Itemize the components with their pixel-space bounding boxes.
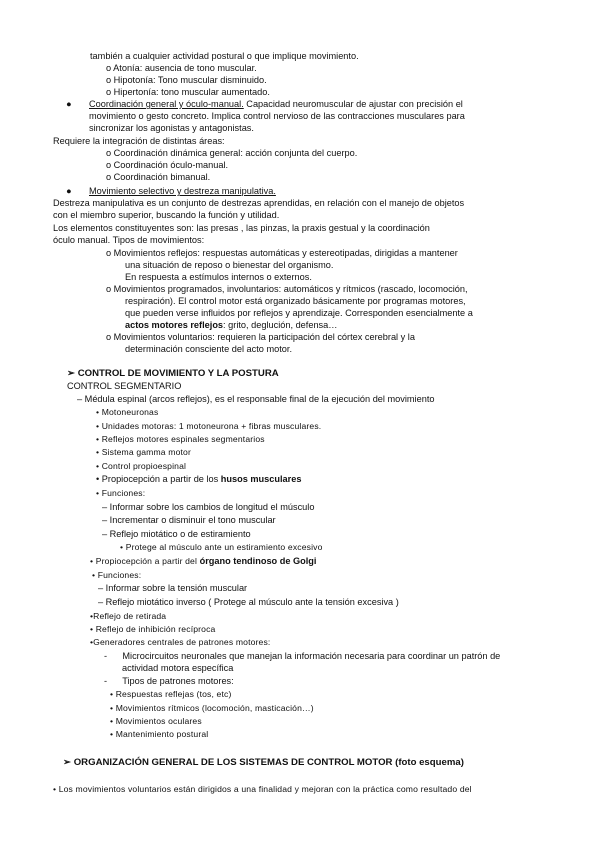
list-item: o Atonía: ausencia de tono muscular. bbox=[106, 63, 257, 73]
golgi-prefix: • Propiocepción a partir del bbox=[90, 556, 200, 566]
text-line: En respuesta a estímulos internos o externos. bbox=[125, 272, 312, 282]
text-line: – Médula espinal (arcos reflejos), es el responsable final de la ejecución del movimiento bbox=[77, 394, 435, 404]
actos-reflejos: actos motores reflejos bbox=[125, 320, 224, 330]
list-item: – Incrementar o disminuir el tono muscular bbox=[102, 515, 276, 525]
list-item bbox=[104, 676, 234, 688]
list-item: • Reflejos motores espinales segmentarios bbox=[96, 434, 265, 444]
section-heading-control bbox=[67, 368, 279, 380]
bullet-icon: ● bbox=[66, 99, 72, 109]
list-item: o Hipotonía: Tono muscular disminuido. bbox=[106, 75, 267, 85]
subheading: CONTROL SEGMENTARIO bbox=[67, 381, 182, 391]
text-line: determinación consciente del acto motor. bbox=[125, 344, 292, 354]
list-item: • Respuestas reflejas (tos, etc) bbox=[110, 689, 232, 699]
list-item: •Reflejo de retirada bbox=[90, 611, 167, 621]
list-item: o Coordinación óculo-manual. bbox=[106, 160, 229, 170]
list-item: – Informar sobre la tensión muscular bbox=[98, 583, 248, 593]
list-item bbox=[104, 651, 500, 663]
text-line: que pueden verse influidos por reflejos y aprendizaje. Corresponden esencialmente a bbox=[125, 308, 473, 318]
list-item: – Reflejo miotático inverso ( Protege al músculo ante la tensión excesiva ) bbox=[98, 597, 399, 607]
arrow-icon: ➢ bbox=[67, 368, 76, 379]
list-item bbox=[90, 556, 316, 568]
list-item: o Movimientos reflejos: respuestas automáticas y estereotipadas, dirigidas a mantener bbox=[106, 248, 458, 258]
list-item: o Coordinación dinámica general: acción conjunta del cuerpo. bbox=[106, 148, 358, 158]
text-line: sincronizar los agonistas y antagonistas. bbox=[89, 123, 254, 133]
list-item bbox=[96, 474, 301, 486]
list-item: • Mantenimiento postural bbox=[110, 729, 209, 739]
list-item: • Control propioespinal bbox=[96, 461, 187, 471]
list-item: • Sistema gamma motor bbox=[96, 447, 191, 457]
list-item: • Movimientos rítmicos (locomoción, masticación…) bbox=[110, 703, 314, 713]
tipos-text: - Tipos de patrones motores: bbox=[104, 676, 234, 686]
list-item: •Generadores centrales de patrones motores: bbox=[90, 637, 271, 647]
list-item: • Unidades motoras: 1 motoneurona + fibras musculares. bbox=[96, 421, 322, 431]
text-line: también a cualquier actividad postural o que implique movimiento. bbox=[90, 51, 359, 61]
text-line: • Los movimientos voluntarios están dirigidos a una finalidad y mejoran con la práctica como resultado del bbox=[53, 784, 472, 794]
text-line: Requiere la integración de distintas áreas: bbox=[53, 136, 225, 146]
text-line: una situación de reposo o bienestar del organismo. bbox=[125, 260, 334, 270]
husos-bold: husos musculares bbox=[220, 474, 302, 484]
list-item: – Reflejo miotático o de estiramiento bbox=[102, 529, 251, 539]
golgi-bold: órgano tendinoso de Golgi bbox=[199, 556, 317, 566]
coordinacion-line bbox=[89, 99, 463, 111]
list-item: • Funciones: bbox=[96, 488, 146, 498]
list-item: o Movimientos voluntarios: requieren la participación del córtex cerebral y la bbox=[106, 332, 415, 342]
text-line: óculo manual. Tipos de movimientos: bbox=[53, 235, 205, 245]
text-line: Destreza manipulativa es un conjunto de destrezas aprendidas, en relación con el manejo de objetos bbox=[53, 198, 465, 208]
section-heading-text: CONTROL DE MOVIMIENTO Y LA POSTURA bbox=[77, 368, 279, 379]
micro-text: - Microcircuitos neuronales que manejan la información necesaria para coordinar un patrón de bbox=[104, 651, 501, 661]
husos-prefix: • Propiocepción a partir de los bbox=[96, 474, 221, 484]
actos-reflejos-text: : grito, deglución, defensa… bbox=[223, 320, 338, 330]
arrow-icon: ➢ bbox=[63, 757, 72, 768]
list-item: o Hipertonía: tono muscular aumentado. bbox=[106, 87, 270, 97]
text-line: respiración). El control motor está organizado básicamente por programas motores, bbox=[125, 296, 466, 306]
list-item: – Informar sobre los cambios de longitud el músculo bbox=[102, 502, 315, 512]
text-line: con el miembro superior, buscando la función y utilidad. bbox=[53, 210, 280, 220]
text-line: movimiento o gesto concreto. Implica control nervioso de las contracciones musculares para bbox=[89, 111, 465, 121]
list-item: • Funciones: bbox=[92, 570, 142, 580]
text-line: actividad motora específica bbox=[122, 663, 234, 673]
list-item: • Protege al músculo ante un estiramiento excesivo bbox=[120, 542, 323, 552]
coordinacion-text: Capacidad neuromuscular de ajustar con precisión el bbox=[243, 99, 463, 109]
section-heading-text: ORGANIZACIÓN GENERAL DE LOS SISTEMAS DE CONTROL MOTOR (foto esquema) bbox=[73, 757, 464, 768]
list-item: o Movimientos programados, involuntarios: automáticos y rítmicos (rascado, locomoción, bbox=[106, 284, 468, 294]
bullet-icon: ● bbox=[66, 186, 72, 196]
section-heading-organizacion bbox=[63, 757, 464, 769]
list-item: • Movimientos oculares bbox=[110, 716, 202, 726]
list-item: • Motoneuronas bbox=[96, 407, 159, 417]
text-line bbox=[125, 320, 337, 332]
text-line: Los elementos constituyentes son: las presas , las pinzas, la praxis gestual y la coordinación bbox=[53, 223, 430, 233]
list-item: • Reflejo de inhibición recíproca bbox=[90, 624, 216, 634]
list-item: o Coordinación bimanual. bbox=[106, 172, 211, 182]
movimiento-title: Movimiento selectivo y destreza manipulativa. bbox=[89, 186, 276, 196]
coordinacion-title: Coordinación general y óculo-manual. bbox=[89, 99, 244, 109]
